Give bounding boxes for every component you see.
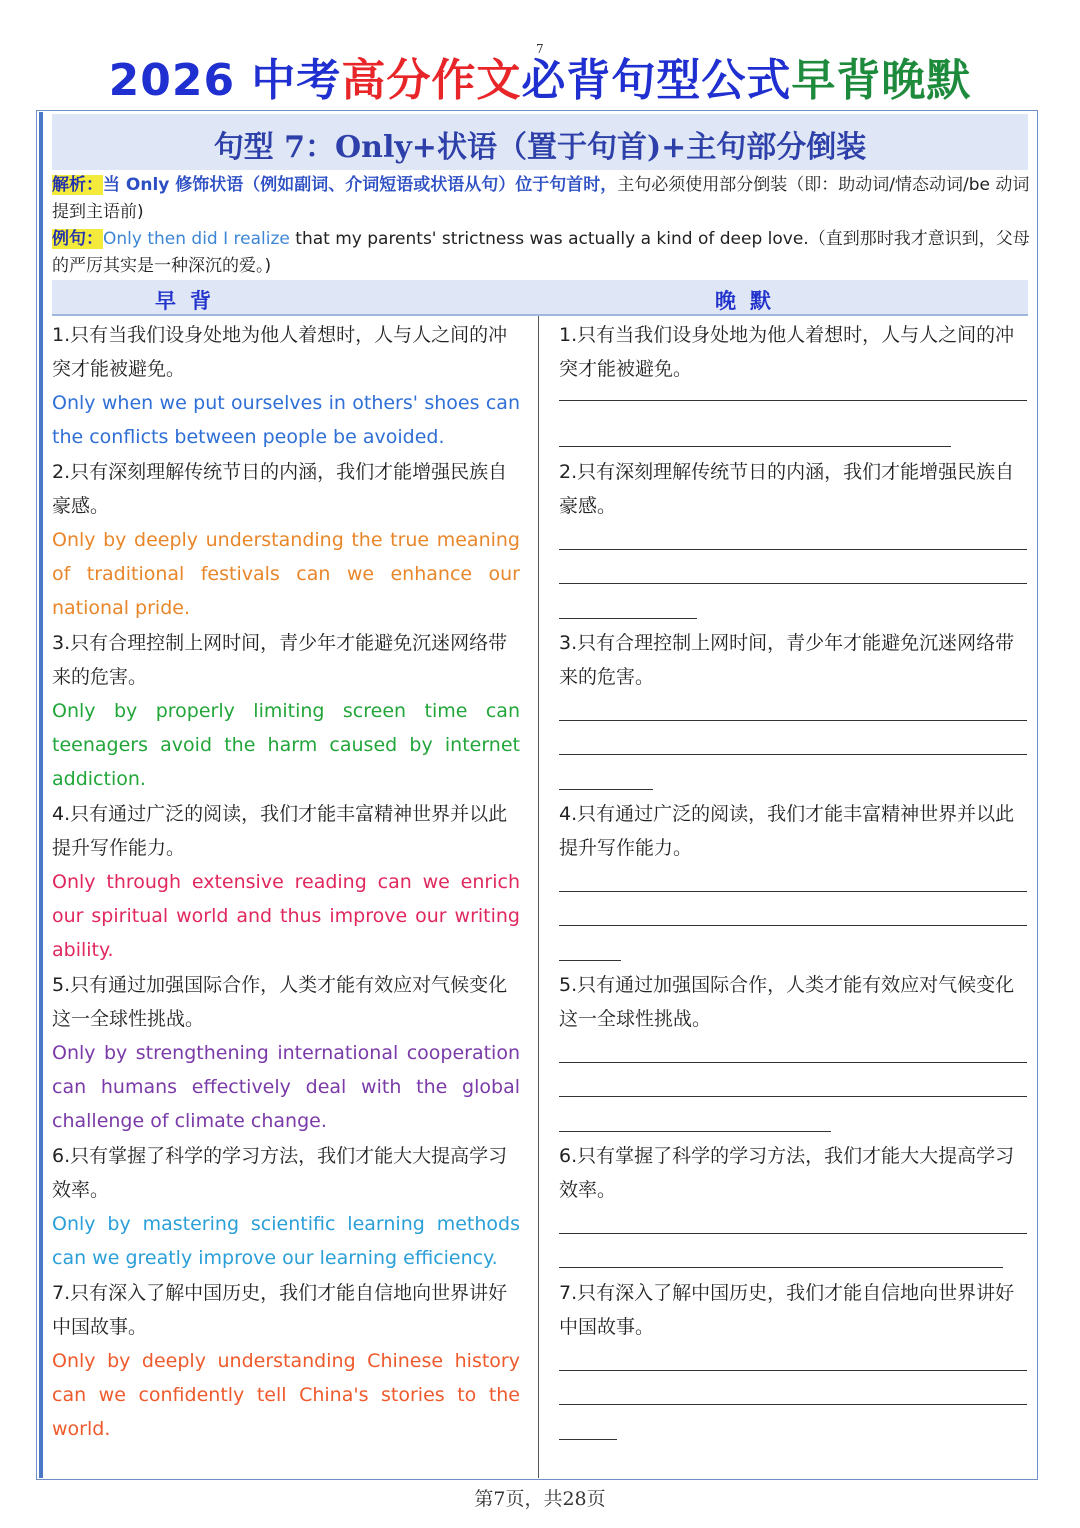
column-divider	[538, 316, 539, 1478]
evening-item-2-blank-line[interactable]	[559, 583, 1027, 584]
example-highlight: Only then did I realize	[103, 229, 290, 249]
evening-item-4-chinese: 4.只有通过广泛的阅读，我们才能丰富精神世界并以此提升写作能力。	[559, 803, 1015, 859]
evening-item-1-chinese: 1.只有当我们设身处地为他人着想时，人与人之间的冲突才能被避免。	[559, 324, 1015, 380]
title-part-3: 必背句型公式	[521, 55, 792, 106]
evening-item-6-chinese: 6.只有掌握了科学的学习方法，我们才能大大提高学习效率。	[559, 1145, 1015, 1201]
frame-left-bar	[39, 112, 43, 1478]
analysis-rest: 主句必须使用部分倒装（即：助动词/情态动词/be 动词提到主语前)	[52, 175, 1030, 222]
morning-item-7-english: Only by deeply understanding Chinese history can we confidently tell China's stories to the world.	[52, 1350, 520, 1440]
morning-item-1-english: Only when we put ourselves in others' shoes can the conflicts between people be avoided.	[52, 392, 520, 448]
main-title	[0, 44, 1080, 108]
evening-item-6-blank-line[interactable]	[559, 1233, 1027, 1234]
example-paragraph	[52, 226, 1032, 280]
evening-item-7-blank-line[interactable]	[559, 1439, 617, 1440]
morning-item-2-chinese: 2.只有深刻理解传统节日的内涵，我们才能增强民族自豪感。	[52, 461, 508, 517]
morning-item-2-english: Only by deeply understanding the true meaning of traditional festivals can we enhance our national pride.	[52, 529, 520, 619]
evening-item-2-chinese: 2.只有深刻理解传统节日的内涵，我们才能增强民族自豪感。	[559, 461, 1015, 517]
evening-item-3-blank-line[interactable]	[559, 720, 1027, 721]
evening-item-2-blank-line[interactable]	[559, 549, 1027, 550]
morning-item-4-chinese: 4.只有通过广泛的阅读，我们才能丰富精神世界并以此提升写作能力。	[52, 803, 508, 859]
morning-item-6-chinese: 6.只有掌握了科学的学习方法，我们才能大大提高学习效率。	[52, 1145, 508, 1201]
evening-item-5-blank-line[interactable]	[559, 1096, 1027, 1097]
evening-item-1-blank-line[interactable]	[559, 446, 951, 447]
column-header-morning: 早背	[155, 289, 225, 313]
analysis-label: 解析：	[52, 175, 103, 195]
analysis-highlight: 当 Only 修饰状语（例如副词、介词短语或状语从句）位于句首时，	[103, 175, 618, 195]
title-part-4: 早背晚默	[791, 55, 972, 106]
evening-item-3-chinese: 3.只有合理控制上网时间，青少年才能避免沉迷网络带来的危害。	[559, 632, 1015, 688]
morning-item-3-english: Only by properly limiting screen time can teenagers avoid the harm caused by internet addiction.	[52, 700, 520, 790]
evening-item-4-blank-line[interactable]	[559, 925, 1027, 926]
evening-item-5-blank-line[interactable]	[559, 1062, 1027, 1063]
evening-item-2-blank-line[interactable]	[559, 618, 697, 619]
evening-item-1-blank-line[interactable]	[559, 400, 1027, 401]
morning-item-6-english: Only by mastering scientific learning methods can we greatly improve our learning efficiency.	[52, 1213, 520, 1269]
column-header-evening: 晚默	[715, 289, 785, 313]
evening-item-3-blank-line[interactable]	[559, 789, 653, 790]
evening-item-6-blank-line[interactable]	[559, 1267, 1003, 1268]
morning-item-5-english: Only by strengthening international cooperation can humans effectively deal with the global challenge of climate change.	[52, 1042, 520, 1132]
page-footer: 第7页，共28页	[474, 1488, 606, 1510]
morning-item-7-chinese: 7.只有深入了解中国历史，我们才能自信地向世界讲好中国故事。	[52, 1282, 508, 1338]
top-page-number: 7	[536, 42, 544, 56]
evening-item-7-blank-line[interactable]	[559, 1404, 1027, 1405]
morning-item-4-english: Only through extensive reading can we enrich our spiritual world and thus improve our writing ability.	[52, 871, 520, 961]
title-part-1: 2026 中考	[108, 55, 342, 106]
section-title: 句型 7：Only+状语（置于句首)+主句部分倒装	[213, 130, 867, 165]
example-rest: that my parents' strictness was actually a kind of deep love.（直到那时我才意识到，父母的严厉其实是一种深沉的爱。)	[52, 229, 1030, 276]
evening-item-7-blank-line[interactable]	[559, 1370, 1027, 1371]
title-part-2: 高分作文	[341, 55, 522, 106]
evening-item-4-blank-line[interactable]	[559, 891, 1027, 892]
morning-item-5-chinese: 5.只有通过加强国际合作，人类才能有效应对气候变化这一全球性挑战。	[52, 974, 508, 1030]
analysis-paragraph	[52, 172, 1032, 226]
morning-item-3-chinese: 3.只有合理控制上网时间，青少年才能避免沉迷网络带来的危害。	[52, 632, 508, 688]
example-label: 例句：	[52, 229, 103, 249]
evening-item-7-chinese: 7.只有深入了解中国历史，我们才能自信地向世界讲好中国故事。	[559, 1282, 1015, 1338]
morning-item-1-chinese: 1.只有当我们设身处地为他人着想时，人与人之间的冲突才能被避免。	[52, 324, 508, 380]
evening-item-4-blank-line[interactable]	[559, 960, 621, 961]
evening-item-5-chinese: 5.只有通过加强国际合作，人类才能有效应对气候变化这一全球性挑战。	[559, 974, 1015, 1030]
evening-item-3-blank-line[interactable]	[559, 754, 1027, 755]
evening-item-5-blank-line[interactable]	[559, 1131, 831, 1132]
